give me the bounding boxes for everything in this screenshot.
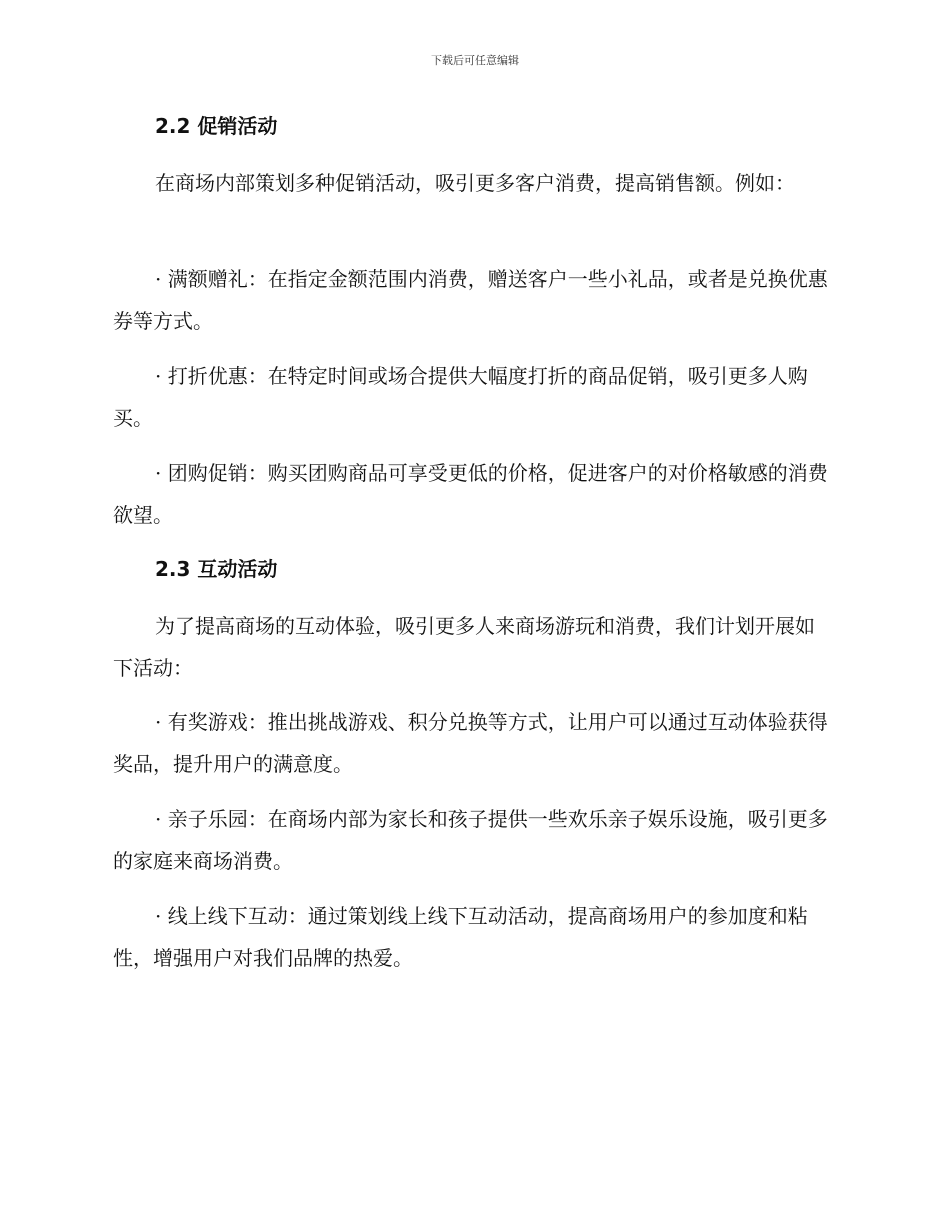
section-intro-interactive: 为了提高商场的互动体验，吸引更多人来商场游玩和消费，我们计划开展如下活动： bbox=[113, 614, 815, 680]
section-heading-interactive: 2.3 互动活动 bbox=[155, 557, 278, 581]
bullet-item: · 团购促销：购买团购商品可享受更低的价格，促进客户的对价格敏感的消费欲望。 bbox=[113, 461, 828, 527]
section-heading-promotions: 2.2 促销活动 bbox=[155, 114, 278, 138]
bullet-item: · 亲子乐园：在商场内部为家长和孩子提供一些欢乐亲子娱乐设施，吸引更多的家庭来商场消费。 bbox=[113, 807, 828, 873]
bullet-item: · 满额赠礼：在指定金额范围内消费，赠送客户一些小礼品，或者是兑换优惠券等方式。 bbox=[113, 267, 828, 333]
bullet-item: · 有奖游戏：推出挑战游戏、积分兑换等方式，让用户可以通过互动体验获得奖品，提升用户的满意度。 bbox=[113, 710, 828, 776]
bullet-item: · 线上线下互动：通过策划线上线下互动活动，提高商场用户的参加度和粘性，增强用户对我们品牌的热爱。 bbox=[113, 904, 808, 970]
section-intro-promotions: 在商场内部策划多种促销活动，吸引更多客户消费，提高销售额。例如： bbox=[155, 171, 795, 195]
page-header: 下载后可任意编辑 bbox=[431, 54, 519, 67]
bullet-item: · 打折优惠：在特定时间或场合提供大幅度打折的商品促销，吸引更多人购买。 bbox=[113, 364, 808, 430]
